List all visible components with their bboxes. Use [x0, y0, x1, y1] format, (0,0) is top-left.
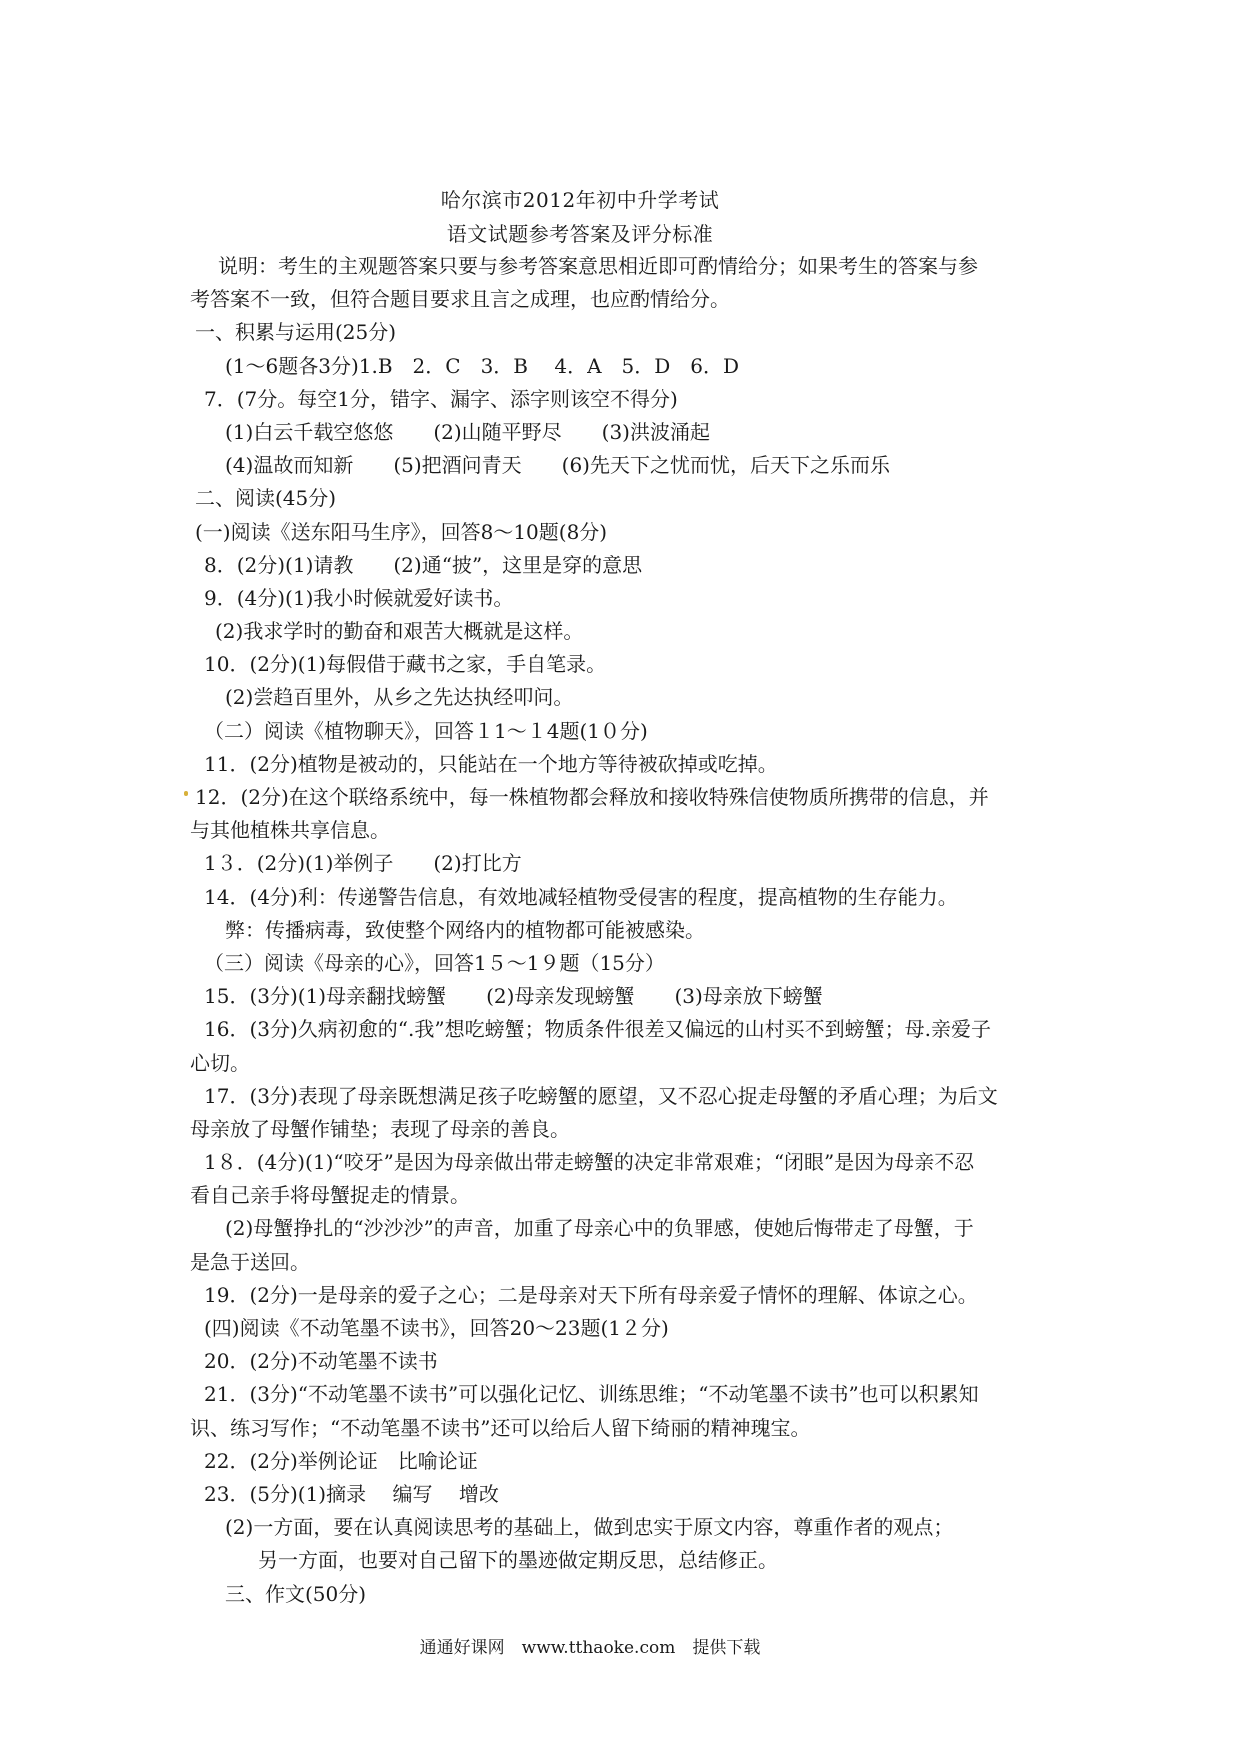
text-line: 说明：考生的主观题答案只要与参考答案意思相近即可酌情给分；如果考生的答案与参: [218, 254, 978, 278]
text-line: 15．(3分)(1)母亲翻找螃蟹 (2)母亲发现螃蟹 (3)母亲放下螃蟹: [204, 984, 823, 1009]
text-line: 22．(2分)举例论证 比喻论证: [204, 1448, 478, 1473]
text-line: 1８．(4分)(1)“咬牙”是因为母亲做出带走螃蟹的决定非常艰难；“闭眼”是因为母亲不忍: [204, 1150, 975, 1175]
text-line: (2)我求学时的勤奋和艰苦大概就是这样。: [215, 619, 584, 644]
text-line: (1～6题各3分)1.B 2．C 3．B 4．A 5．D 6．D: [225, 353, 740, 378]
text-line: 17．(3分)表现了母亲既想满足孩子吃螃蟹的愿望，又不忍心捉走母蟹的矛盾心理；为后文: [204, 1083, 998, 1108]
section-heading: 三、作文(50分): [225, 1581, 367, 1606]
text-line: 另一方面，也要对自己留下的墨迹做定期反思，总结修正。: [258, 1548, 778, 1573]
text-line: (2)母蟹挣扎的“沙沙沙”的声音，加重了母亲心中的负罪感，使她后悔带走了母蟹，于: [225, 1216, 974, 1241]
text-line: (一)阅读《送东阳马生序》，回答8～10题(8分): [195, 519, 608, 544]
document-subtitle: 语文试题参考答案及评分标准: [446, 222, 714, 246]
section-heading: 一、积累与运用(25分): [195, 320, 397, 345]
text-line: 1３．(2分)(1)举例子 (2)打比方: [204, 851, 522, 876]
text-line: 10．(2分)(1)每假借于藏书之家，手自笔录。: [204, 652, 607, 677]
footer-credit: 通通好课网 www.tthaoke.com 提供下载: [419, 1638, 761, 1658]
text-line: 11．(2分)植物是被动的，只能站在一个地方等待被砍掉或吃掉。: [204, 751, 778, 776]
text-line: 8．(2分)(1)请教 (2)通“披”，这里是穿的意思: [204, 552, 643, 577]
margin-mark: [184, 791, 188, 796]
document-title: 哈尔滨市2012年初中升学考试: [440, 188, 720, 212]
text-line: (四)阅读《不动笔墨不读书》，回答20～23题(1２分): [204, 1316, 669, 1340]
section-heading: 二、阅读(45分): [195, 486, 337, 511]
text-line: 弊：传播病毒，致使整个网络内的植物都可能被感染。: [225, 917, 705, 942]
text-line: 21．(3分)“不动笔墨不读书”可以强化记忆、训练思维；“不动笔墨不读书”也可以积累知: [204, 1382, 979, 1407]
text-line: (4)温故而知新 (5)把酒问青天 (6)先天下之忧而忧，后天下之乐而乐: [225, 453, 890, 478]
text-line: （三）阅读《母亲的心》，回答1５～1９题（15分）: [204, 950, 665, 975]
text-line: (2)一方面，要在认真阅读思考的基础上，做到忠实于原文内容，尊重作者的观点；: [225, 1515, 954, 1540]
text-line: 14．(4分)利：传递警告信息，有效地减轻植物受侵害的程度，提高植物的生存能力。: [204, 884, 958, 909]
text-line: (2)尝趋百里外，从乡之先达执经叩问。: [225, 685, 574, 710]
answer-body: [190, 250, 1085, 1611]
text-line: 看自己亲手将母蟹捉走的情景。: [190, 1183, 470, 1208]
text-line: 19．(2分)一是母亲的爱子之心；二是母亲对天下所有母亲爱子情怀的理解、体谅之心。: [204, 1282, 978, 1307]
text-line: 20．(2分)不动笔墨不读书: [204, 1349, 438, 1374]
text-line: 与其他植株共享信息。: [190, 818, 390, 843]
text-line: （二）阅读《植物聊天》，回答１1～１4题(1０分): [204, 718, 648, 743]
text-line: 23．(5分)(1)摘录 编写 增改: [204, 1481, 499, 1506]
text-line: 12．(2分)在这个联络系统中，每一株植物都会释放和接收特殊信使物质所携带的信息，并: [195, 785, 989, 809]
text-line: 9．(4分)(1)我小时候就爱好读书。: [204, 585, 514, 610]
text-line: 16．(3分)久病初愈的“.我”想吃螃蟹；物质条件很差又偏远的山村买不到螃蟹；母.亲爱子: [204, 1017, 991, 1042]
text-line: 母亲放了母蟹作铺垫；表现了母亲的善良。: [190, 1116, 570, 1141]
text-line: 考答案不一致，但符合题目要求且言之成理，也应酌情给分。: [190, 287, 730, 312]
text-line: (1)白云千载空悠悠 (2)山随平野尽 (3)洪波涌起: [225, 419, 710, 444]
text-line: 心切。: [190, 1050, 250, 1075]
text-line: 识、练习写作；“不动笔墨不读书”还可以给后人留下绮丽的精神瑰宝。: [190, 1415, 811, 1440]
text-line: 是急于送回。: [190, 1249, 310, 1274]
text-line: 7．(7分。每空1分，错字、漏字、添字则该空不得分): [204, 386, 678, 411]
